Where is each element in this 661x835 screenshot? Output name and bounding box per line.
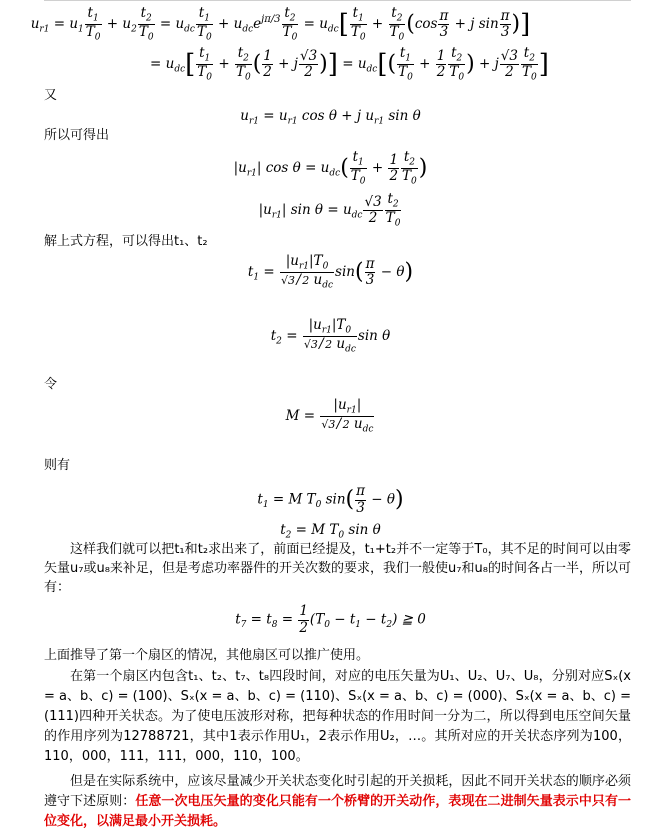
- equation-ur1-expansion-line2: = $u_{dc}$[ $\frac{t_1}{T_0}$ + $\frac{t_2}{T_0}$ ( $\frac{1}{2}$ + j $\frac{√3}{2}$ )] = $u_{dc}$[( $\frac{t_1}{T_0}$ + $\frac{1}{2}$ $\frac{t_2}{T_0}$ ) + j $\frac{√3}{2}$ $\frac{t_2}{T_0}$ ]: [150, 45, 549, 83]
- text-para2: 上面推导了第一个扇区的情况，其他扇区可以推广使用。: [44, 648, 370, 663]
- equation-t2-M: $t_2 = M$ $T_0$ sin θ: [280, 522, 381, 541]
- equation-ur1-expansion-line1: $u_{r1} = u_1$ $\frac{t_1}{T_0}$ + $u_2$ $\frac{t_2}{T_0}$ = $u_{dc}$ $\frac{t_1}{T_0}$ + $u_{dc}e^{j\pi/3}$ $\frac{t_2}{T_0}$ = $u_{dc}$[ $\frac{t_1}{T_0}$ + $\frac{t_2}{T_0}$ (cos $\frac{\pi}{3}$ + j sin $\frac{\pi}{3}$ )]: [30, 5, 531, 43]
- equation-sin-component: $|u_{r1}|$ $\sin \theta = u_{dc}$ $\frac{√3}{2}$ $\frac{t_2}{T_0}$: [258, 191, 401, 229]
- text-ling: 令: [44, 377, 58, 392]
- principle-end-text: 以满足最小开关损耗。: [96, 814, 227, 829]
- text-suoyi: 所以可得出: [44, 128, 110, 143]
- equation-t2: $t_2$ = $|u_{r1}|T_0$ √3 / 2 $u_{dc}$ sin θ: [270, 317, 391, 355]
- equation-t1-M: $t_1 = M$ $T_0$ sin( $\frac{\pi}{3}$ − θ): [257, 483, 404, 516]
- text-you: 又: [44, 88, 58, 103]
- equation-ur1-polar: $u_{r1} = u_{r1}$ cos θ + j $u_{r1}$ sin θ: [240, 108, 421, 127]
- paragraph-sector-one: 在第一个扇区内包含t₁、t₂、t₇、t₈四段时间，对应的电压矢量为U₁、U₂、U₇、U₈，分别对应Sₓ(x = a、b、c) = (100)、Sₓ(x = a、b、c) = (110)、Sₓ(x = a、b、c) = (000)、Sₓ(x = a、b、c) = (111)四种开关状态。为了使电压波形对称，把每种状态的作用时间一分为二，所以得到电压空间矢量的作用序列为12788721，其中1表示作用U₁，2表示作用U₂，…。其所对应的开关状态序列为100，110，000，111，111，000，110，100。: [44, 669, 631, 764]
- equation-cos-component: $|u_{r1}|$ $\cos \theta = u_{dc}$( $\frac{t_1}{T_0}$ + $\frac{1}{2}$ $\frac{t_2}{T_0}$ ): [233, 149, 428, 187]
- equation-M: M = $|u_{r1}|$ √3 / 2 $u_{dc}$: [285, 397, 374, 435]
- equation-t7-t8: $t_7 = t_8$ = $\frac{1}{2}$ $(T_0 - t_1 - t_2)$ ≧ 0: [235, 603, 426, 636]
- text-zeyou: 则有: [44, 458, 71, 473]
- top-rule: [44, 0, 631, 1]
- principle-highlight-text: 任意一次电压矢量的变化只能有一个桥臂的开关动作，表现在二进制矢量表示中只有一位变化，: [44, 794, 631, 829]
- text-jie: 解上式方程，可以得出t₁、t₂: [44, 234, 208, 249]
- paragraph-zero-vectors: 这样我们就可以把t₁和t₂求出来了，前面已经提及，t₁+t₂并不一定等于T₀，其不足的时间可以由零矢量u₇或u₈来补足，但是考虑功率器件的开关次数的要求，我们一般使u₇和u₈的时间各占一半，所以可有：: [44, 542, 631, 595]
- equation-t1: $t_1$ = $|u_{r1}|T_0$ √3 / 2 $u_{dc}$ sin( $\frac{\pi}{3}$ − θ): [247, 253, 414, 291]
- paragraph-switching-principle: [44, 772, 631, 832]
- principle-normal-text: 但是在实际系统中，应该尽量减少开关状态变化时引起的开关损耗，因此不同开关状态的顺序必须遵守下述原则：: [44, 774, 631, 809]
